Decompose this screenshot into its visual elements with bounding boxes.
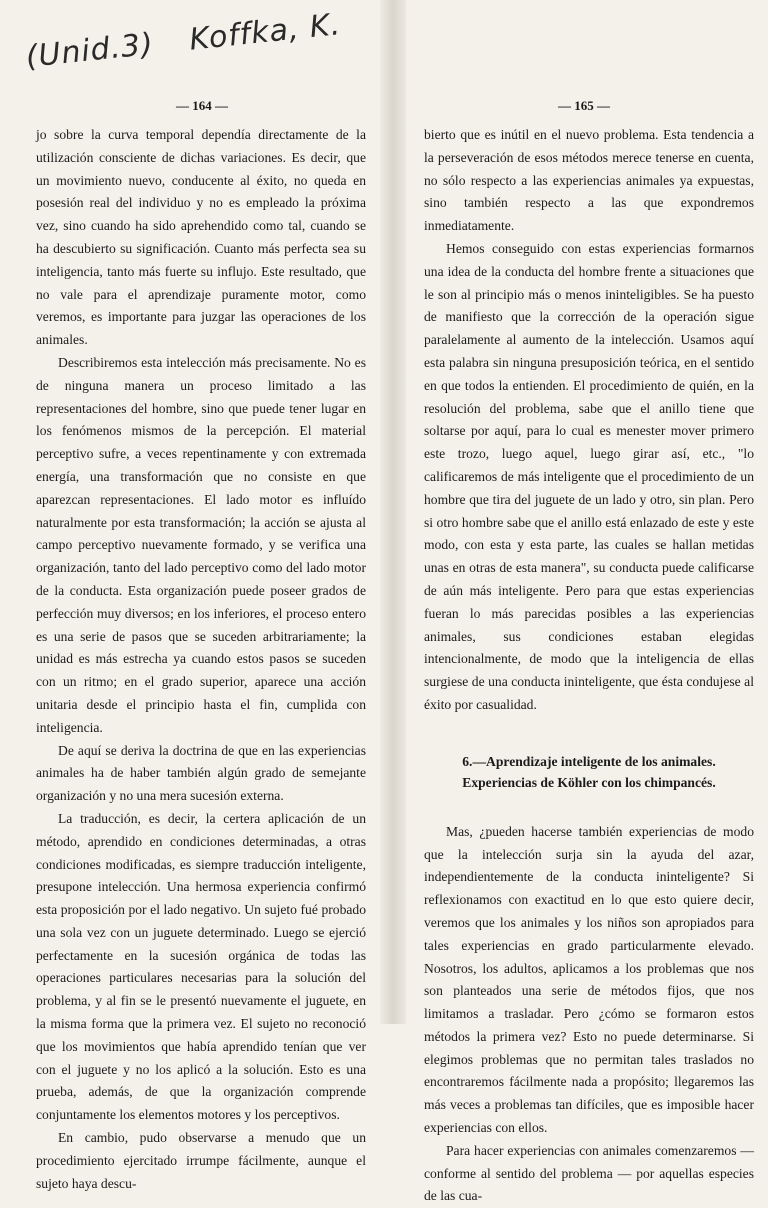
paragraph: Hemos conseguido con estas experiencias formarnos una idea de la conducta del hombre frente a situaciones que le son al principio más o menos ininteligibles. Se ha puesto de manifiesto que la corrección de la operación sigue paralelamente al aumento de la intelección. Usamos aquí esta palabra sin ninguna presuposición teórica, en el sentido en que todos la entienden. El procedimiento de quién, en la resolución del problema, sabe que el anillo tiene que soltarse por aquí, para lo cual es menester mover primero este trozo, luego aquel, luego girar así, etc., "lo calificaremos de más inteligente que el procedimiento de un hombre que tira del juguete de un lado y otro, sin plan. Pero si otro hombre sabe que el anillo está enlazado de este y este modo, con esta y esta parte, las cuales se hallan metidas unas en otras de esta manera", su conducta puede calificarse de aún más inteligente. Pero para que estas experiencias fueran lo más parecidas posibles a las experiencias animales, sus condiciones estaban elegidas intencionalmente, de modo que la inteligencia de ellas surgiese de una conducta ininteligente, que ésta condujese al éxito por casualidad. [424,240,754,712]
paragraph: Para hacer experiencias con animales comenzaremos —conforme al sentido del problema — por aquellas especies de las cua- [424,1142,754,1204]
left-page-number: — 164 — [176,98,228,113]
paragraph: En cambio, pudo observarse a menudo que un procedimiento ejercitado irrumpe fácilmente, aunque el sujeto haya descu- [36,1130,366,1191]
paragraph: Describiremos esta intelección más precisamente. No es de ninguna manera un proceso limitado a las representaciones del hombre, sino que puede tener lugar en los fenómenos mismos de la percepción. El material perceptivo sufre, a veces repentinamente y con extremada energía, una transformación que no consiste en que aparezcan representaciones. El lado motor es influído naturalmente por esta transformación; la acción se ajusta al campo perceptivo nuevamente formado, y se verifica una organización, tanto del lado perceptivo como del lado motor de la conducta. Esta organización puede poseer grados de perfección muy diversos; en los inferiores, el proceso entero es una serie de pasos que se suceden arbitrariamente; la unidad es más estrecha ya cuando estos pasos se suceden con un ritmo; en el grado superior, aparece una acción unitaria desde el principio hasta el fin, cumplida con inteligencia. [36,354,366,735]
handwritten-unit: (Unid.3) [24,26,156,75]
paragraph: La traducción, es decir, la certera aplicación de un método, aprendido en condiciones determinadas, a otras condiciones modificadas, es siempre traducción inteligente, presupone intelección. Una hermosa experiencia confirmó esta proposición por el lado negativo. Un sujeto fué probado una sola vez con un juguete determinado. Luego se ejerció perfectamente en la sucesión orgánica de todas las operaciones particulares necesarias para la solución del problema, y al fin se le presentó nuevamente el juguete, en la misma forma que la primera vez. El sujeto no reconoció que los movimientos que había aprendido tenían que ver con el juguete y no los aplicó a la solución. Esto es una prueba, además, de que la organización comprende conjuntamente los elementos motores y los perceptivos. [36,810,366,1123]
section-heading: 6.—Aprendizaje inteligente de los animales. Experiencias de Köhler con los chimpancés. [462,753,716,790]
right-page-text [424,124,754,1208]
left-page-text [36,124,366,1195]
paragraph: jo sobre la curva temporal dependía directamente de la utilización consciente de dichas variaciones. Es decir, que un movimiento nuevo, conducente al éxito, no queda en posesión real del individuo y no es empleado la próxima vez, sino cuando ha sido aprehendido como tal, cuando se ha descubierto su significación. Cuanto más perfecta sea su inteligencia, tanto más fuerte su influjo. Este resultado, que no vale para el aprendizaje puramente motor, como veremos, es importante para juzgar las operaciones de los animales. [36,127,366,348]
handwritten-annotation [24,7,342,75]
right-page-number: — 165 — [558,98,610,113]
right-page [402,0,768,1204]
paragraph: De aquí se deriva la doctrina de que en las experiencias animales ha de haber también algún grado de semejante organización y no una mera sucesión externa. [36,742,366,804]
paragraph: bierto que es inútil en el nuevo problema. Esta tendencia a la perseveración de esos métodos merece tenerse en cuenta, no sólo respecto a las experiencias animales ya expuestas, sino también respecto a las que expondremos inmediatamente. [424,127,754,234]
paragraph: Mas, ¿pueden hacerse también experiencias de modo que la intelección surja sin la ayuda del azar, independientemente de la conducta ininteligente? Si reflexionamos con exactitud en lo que esto quiere decir, veremos que los animales y los niños son apropiados para tales experiencias en grado particularmente elevado. Nosotros, los adultos, aplicamos a los problemas que nos son planteados una serie de métodos fijos, que nos limitamos a trasladar. Pero ¿cómo se formaron estos métodos la primera vez? Esto no puede determinarse. Si elegimos problemas que no permitan tales traslados no encontraremos fácilmente nada a propósito; llegaremos las más veces a problemas tan difíciles, que es imposible hacer experiencias con ellos. [424,823,754,1136]
left-page [0,0,384,1191]
handwritten-author: Koffka, K. [187,7,343,58]
